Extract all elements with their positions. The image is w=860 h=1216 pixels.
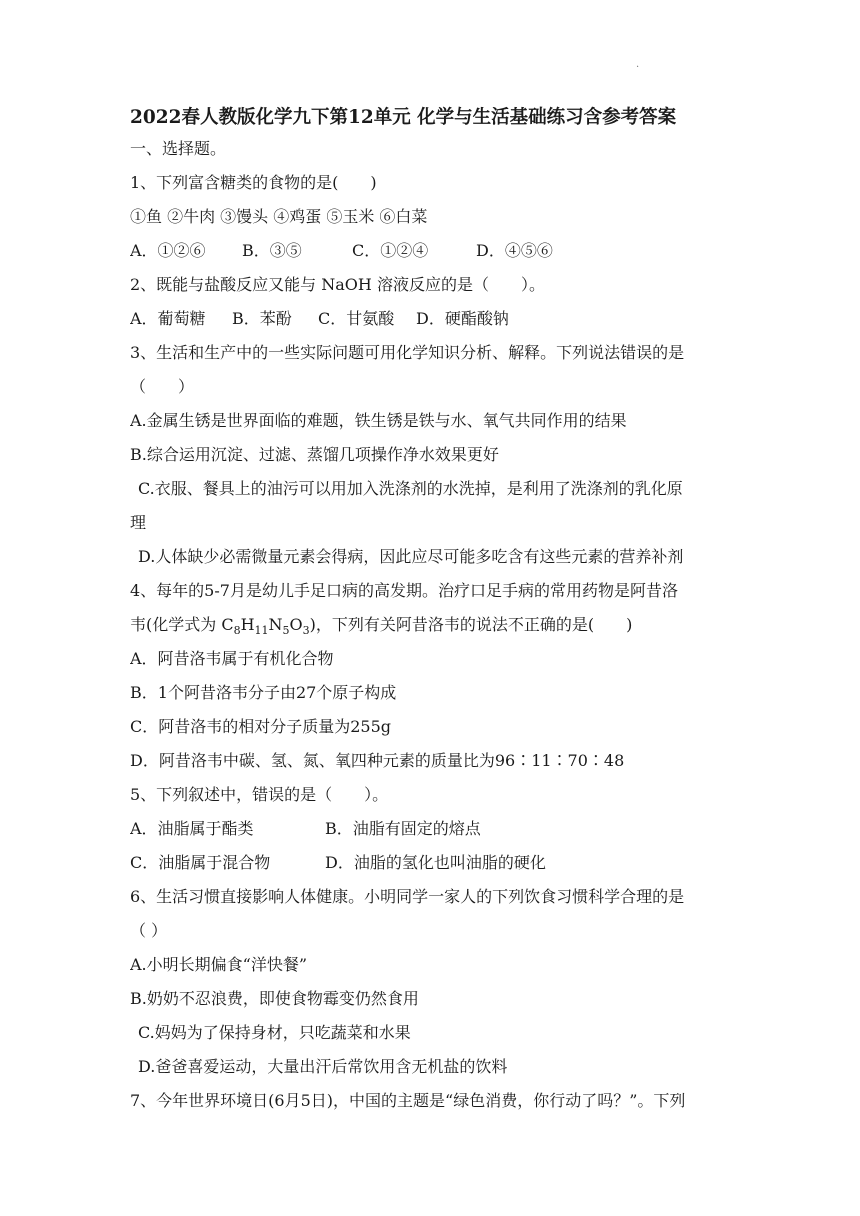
question-2-option-c: C．甘氨酸 — [318, 309, 395, 328]
question-6-option-b: B.奶奶不忍浪费，即使食物霉变仍然食用 — [130, 989, 419, 1008]
question-4-stem-cont: 韦(化学式为 $C_8H_{11}N_5O_3$)，下列有关阿昔洛韦的说法不正确的是( ) — [130, 615, 633, 638]
question-2-option-d: D．硬酯酸钠 — [416, 309, 509, 328]
question-3-stem-cont: （ ） — [130, 377, 195, 396]
question-3-option-a: A.金属生锈是世界面临的难题，铁生锈是铁与水、氧气共同作用的结果 — [130, 411, 627, 430]
document-title: 2022春人教版化学九下第12单元 化学与生活基础练习含参考答案 — [130, 107, 677, 128]
header-mark: . — [636, 59, 640, 70]
question-5-options-cd — [130, 846, 740, 880]
question-5-option-c: C．油脂属于混合物 — [130, 853, 271, 872]
section-heading: 一、选择题。 — [130, 139, 227, 158]
question-1-option-a: A．①②⑥ — [130, 241, 206, 260]
question-6-option-c: C.妈妈为了保持身材，只吃蔬菜和水果 — [138, 1023, 411, 1042]
question-3-option-b: B.综合运用沉淀、过滤、蒸馏几项操作净水效果更好 — [130, 445, 499, 464]
question-1-option-d: D．④⑤⑥ — [476, 241, 553, 260]
question-3-stem: 3、生活和生产中的一些实际问题可用化学知识分析、解释。下列说法错误的是 — [130, 343, 685, 362]
question-3-option-d: D.人体缺少必需微量元素会得病，因此应尽可能多吃含有这些元素的营养补剂 — [138, 547, 684, 566]
question-1-items: ①鱼 ②牛肉 ③馒头 ④鸡蛋 ⑤玉米 ⑥白菜 — [130, 207, 428, 226]
question-4-stem: 4、每年的5-7月是幼儿手足口病的高发期。治疗口足手病的常用药物是阿昔洛 — [130, 581, 678, 600]
question-2-option-b: B．苯酚 — [232, 309, 292, 328]
question-7-stem: 7、今年世界环境日(6月5日)，中国的主题是“绿色消费，你行动了吗？”。下列 — [130, 1091, 686, 1110]
question-5-option-b: B．油脂有固定的熔点 — [325, 819, 481, 838]
question-5-option-d: D．油脂的氢化也叫油脂的硬化 — [325, 853, 546, 872]
question-2-options — [130, 302, 740, 336]
question-2-option-a: A．葡萄糖 — [130, 309, 206, 328]
question-6-stem: 6、生活习惯直接影响人体健康。小明同学一家人的下列饮食习惯科学合理的是 — [130, 887, 685, 906]
question-6-option-d: D.爸爸喜爱运动，大量出汗后常饮用含无机盐的饮料 — [138, 1057, 508, 1076]
question-5-option-a: A．油脂属于酯类 — [130, 819, 254, 838]
question-6-option-a: A.小明长期偏食“洋快餐” — [130, 955, 308, 974]
question-4-option-b: B．1个阿昔洛韦分子由27个原子构成 — [130, 683, 397, 702]
question-6-stem-cont: （ ） — [130, 921, 168, 940]
question-5-options-ab — [130, 812, 740, 846]
question-2-stem: 2、既能与盐酸反应又能与 NaOH 溶液反应的是（ ）。 — [130, 275, 545, 294]
question-1-option-c: C．①②④ — [352, 241, 429, 260]
question-1-option-b: B．③⑤ — [242, 241, 302, 260]
document-body — [130, 132, 740, 1118]
question-1-options — [130, 234, 740, 268]
question-4-option-c: C．阿昔洛韦的相对分子质量为255g — [130, 717, 392, 736]
question-3-option-c: C.衣服、餐具上的油污可以用加入洗涤剂的水洗掉，是利用了洗涤剂的乳化原 — [138, 479, 683, 498]
question-4-option-d: D．阿昔洛韦中碳、氢、氮、氧四种元素的质量比为96∶11∶70∶48 — [130, 751, 625, 770]
question-3-option-c-cont: 理 — [130, 513, 147, 532]
question-5-stem: 5、下列叙述中，错误的是（ ）。 — [130, 785, 389, 804]
question-4-option-a: A．阿昔洛韦属于有机化合物 — [130, 649, 334, 668]
question-1-stem: 1、下列富含糖类的食物的是( ) — [130, 173, 377, 192]
